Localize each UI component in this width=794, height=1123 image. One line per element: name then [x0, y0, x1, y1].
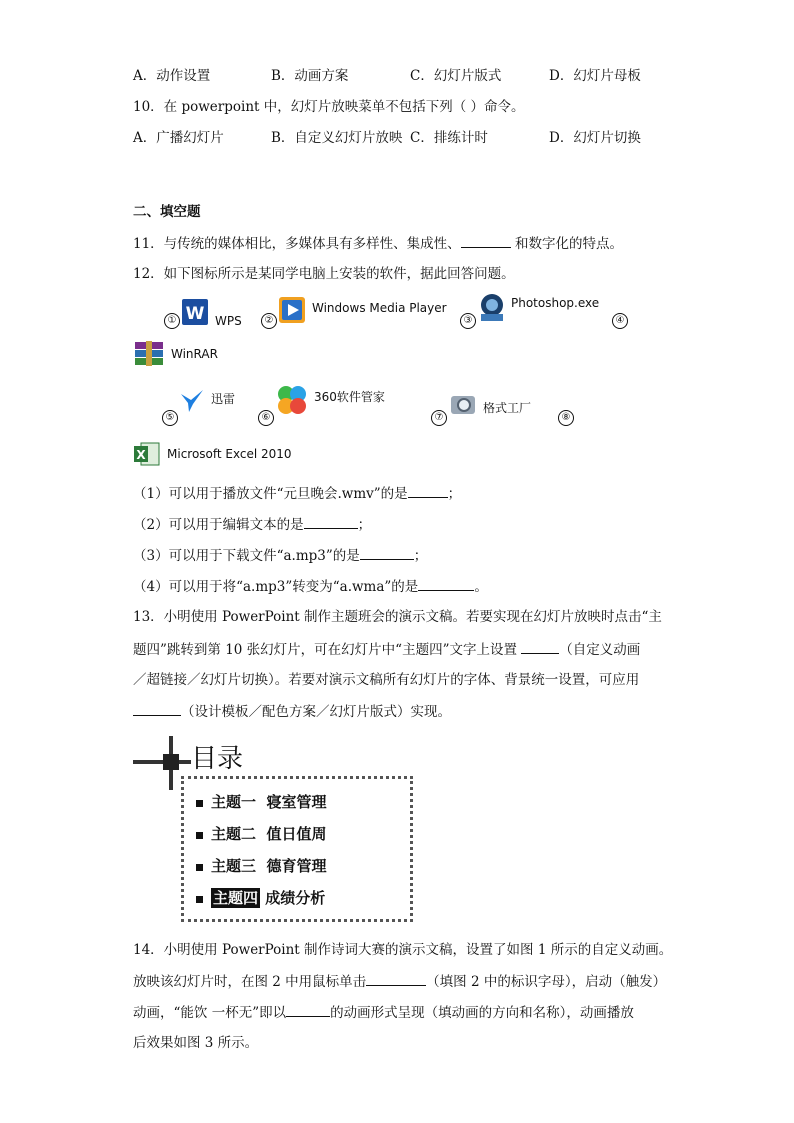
- q12-sub-3: [133, 545, 427, 566]
- circle-number: ⑧: [558, 410, 574, 426]
- software-name: Photoshop.exe: [511, 296, 600, 310]
- q13-line-2: [133, 639, 640, 660]
- toc-item-label: 主题三: [211, 857, 257, 875]
- toc-item-label: 主题一: [211, 793, 257, 811]
- software-winrar: [133, 340, 218, 368]
- svg-text:W: W: [185, 304, 205, 324]
- circle-number: ⑤: [162, 410, 178, 426]
- q14-line-3b: 的动画形式呈现（填动画的方向和名称），动画播放: [330, 1005, 634, 1021]
- software-xunlei: [177, 386, 235, 414]
- q12-text: 12．如下图标所示是某同学电脑上安装的软件，据此回答问题。: [133, 266, 515, 282]
- q12-sub-4-blank: [418, 576, 474, 591]
- toc-item-label: 主题二: [211, 825, 257, 843]
- q14-line-2: [133, 971, 666, 992]
- q10-option-d: D．幻灯片切换: [549, 130, 641, 146]
- toc-item: [196, 791, 326, 812]
- toc-item: [196, 823, 326, 844]
- software-name: 360软件管家: [314, 389, 385, 404]
- q10-option-c: C．排练计时: [410, 130, 488, 146]
- q14-line-2b: （填图 2 中的标识字母），启动（触发）: [426, 974, 667, 990]
- excel-icon: [133, 440, 161, 468]
- q12-sub-3-blank: [360, 545, 414, 560]
- q14-line-3a: 动画，“能饮 一杯无”即以: [133, 1005, 287, 1021]
- q9-option-b: B．动画方案: [271, 68, 349, 84]
- q14-line-2a: 放映该幻灯片时，在图 2 中用鼠标单击: [133, 974, 367, 990]
- q12-sub-1: [133, 483, 461, 504]
- software-format-factory: [449, 392, 531, 420]
- software-media-player: [278, 296, 447, 324]
- winrar-icon: [133, 340, 165, 368]
- software-name: 格式工厂: [483, 400, 532, 415]
- q13-line-1: 13．小明使用 PowerPoint 制作主题班会的演示文稿。若要实现在幻灯片放映时点击“主: [133, 609, 662, 625]
- q12-sub-2: [133, 514, 371, 535]
- q12-sub-1-after: ；: [447, 486, 462, 502]
- toc-title: 目录: [191, 744, 244, 774]
- q9-option-a: A．动作设置: [133, 68, 211, 84]
- media-player-icon: [278, 296, 306, 324]
- q10-option-a: A．广播幻灯片: [133, 130, 224, 146]
- q10-option-b: B．自定义幻灯片放映: [271, 130, 403, 146]
- software-photoshop: [477, 292, 599, 320]
- q12-sub-2-before: （2）可以用于编辑文本的是: [133, 517, 304, 533]
- svg-text:X: X: [136, 448, 146, 462]
- software-wps: [181, 296, 242, 328]
- 360-icon: [276, 384, 308, 416]
- q13-line-4b: （设计模板／配色方案／幻灯片版式）实现。: [181, 704, 451, 720]
- q13-line-4: [133, 701, 451, 722]
- circle-number: ①: [164, 313, 180, 329]
- toc-item-desc: 寝室管理: [266, 793, 327, 811]
- q13-blank-2: [133, 701, 181, 716]
- q9-option-d: D．幻灯片母板: [549, 68, 641, 84]
- circle-number: ⑥: [258, 410, 274, 426]
- q12-sub-2-blank: [304, 514, 358, 529]
- q14-line-4: 后效果如图 3 所示。: [133, 1035, 259, 1051]
- q12-sub-3-before: （3）可以用于下载文件“a.mp3”的是: [133, 548, 360, 564]
- software-360: [276, 384, 385, 416]
- q12-sub-1-before: （1）可以用于播放文件“元旦晚会.wmv”的是: [133, 486, 408, 502]
- wps-icon: [181, 298, 209, 326]
- q13-blank-1: [521, 639, 559, 654]
- software-excel: [133, 440, 292, 468]
- q14-line-3: [133, 1002, 634, 1023]
- q11-blank: [461, 233, 511, 248]
- q12-sub-4: [133, 576, 488, 597]
- software-name: Windows Media Player: [312, 301, 447, 315]
- q11-before: 11．与传统的媒体相比，多媒体具有多样性、集成性、: [133, 236, 461, 252]
- software-name: WinRAR: [171, 347, 218, 361]
- q11-after: 和数字化的特点。: [510, 236, 623, 252]
- q14-line-1: 14．小明使用 PowerPoint 制作诗词大赛的演示文稿，设置了如图 1 所示的自定义动画。: [133, 942, 673, 958]
- toc-box: [181, 776, 413, 922]
- q13-line-2a: 题四”跳转到第 10 张幻灯片，可在幻灯片中“主题四”文字上设置: [133, 642, 522, 658]
- q11-text: [133, 233, 623, 254]
- format-factory-icon: [449, 392, 477, 420]
- toc-item-label-highlighted: 主题四: [213, 889, 259, 907]
- q12-sub-3-after: ；: [413, 548, 428, 564]
- circle-number: ⑦: [431, 410, 447, 426]
- software-name: WPS: [215, 314, 242, 328]
- xunlei-icon: [177, 386, 205, 414]
- toc-figure: [133, 732, 415, 924]
- q12-sub-1-blank: [408, 483, 448, 498]
- q12-sub-2-after: ；: [357, 517, 372, 533]
- toc-item: [196, 855, 326, 876]
- q13-line-3: ／超链接／幻灯片切换）。若要对演示文稿所有幻灯片的字体、背景统一设置，可应用: [133, 672, 640, 688]
- software-name: Microsoft Excel 2010: [167, 447, 292, 461]
- q14-blank-2: [286, 1002, 330, 1017]
- q10-text: 10．在 powerpoint 中，幻灯片放映菜单不包括下列（ ）命令。: [133, 99, 525, 115]
- circle-number: ④: [612, 313, 628, 329]
- q9-option-c: C．幻灯片版式: [410, 68, 502, 84]
- toc-item-desc: 值日值周: [266, 825, 327, 843]
- q13-line-2b: （自定义动画: [559, 642, 641, 658]
- section-title: 二、填空题: [133, 204, 201, 220]
- q12-sub-4-after: 。: [474, 579, 488, 595]
- software-name: 迅雷: [211, 391, 236, 406]
- q14-blank-1: [366, 971, 426, 986]
- photoshop-icon: [477, 292, 505, 320]
- q12-sub-4-before: （4）可以用于将“a.mp3”转变为“a.wma”的是: [133, 579, 419, 595]
- toc-item: [196, 887, 325, 908]
- toc-item-desc: 成绩分析: [265, 889, 326, 907]
- circle-number: ②: [261, 313, 277, 329]
- toc-item-desc: 德育管理: [266, 857, 327, 875]
- circle-number: ③: [460, 313, 476, 329]
